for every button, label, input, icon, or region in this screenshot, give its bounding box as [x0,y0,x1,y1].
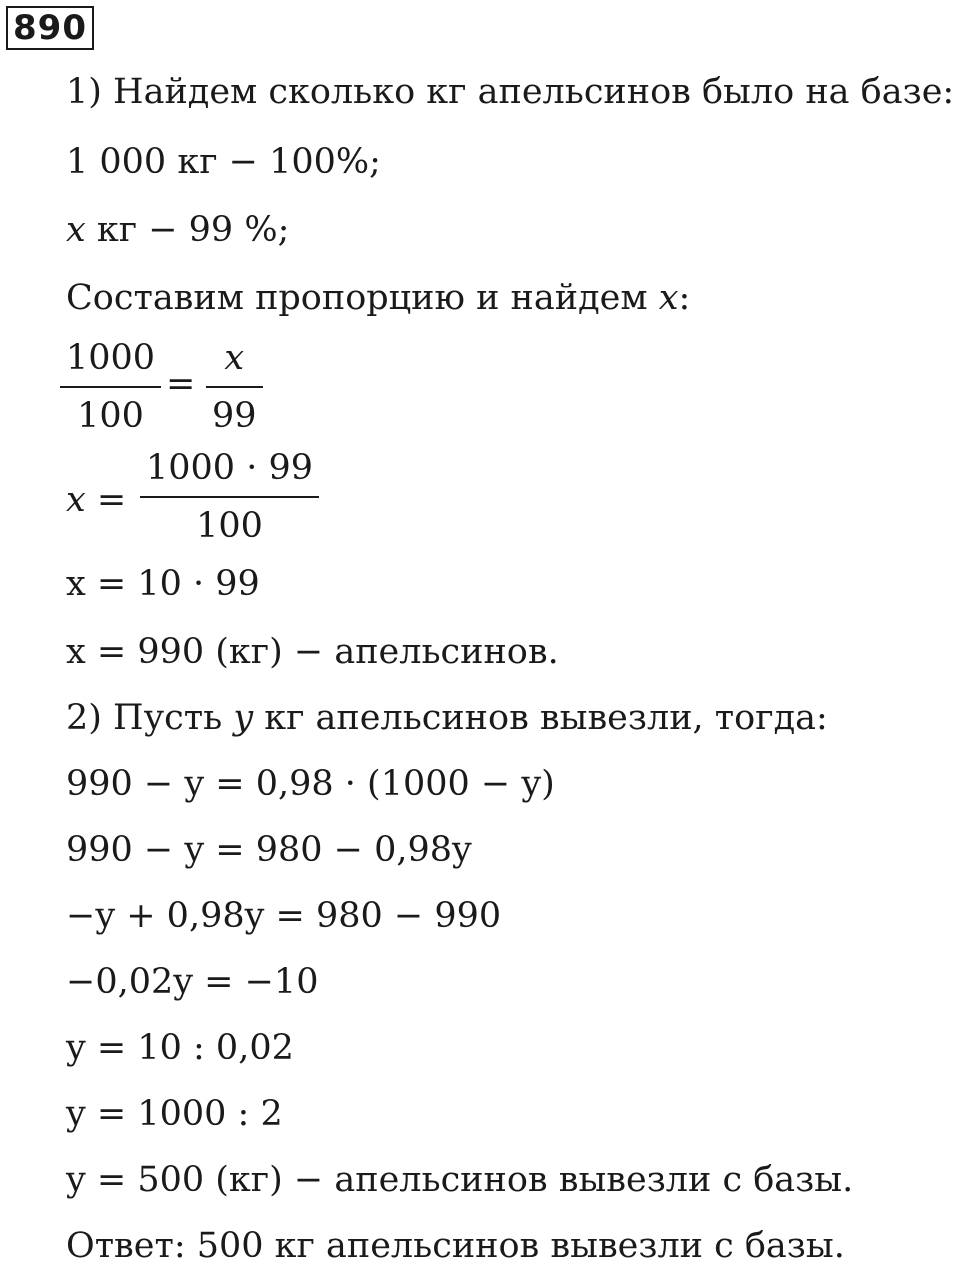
solve-fraction-denominator: 100 [196,506,263,546]
equation-line-4: −0,02y = −10 [66,962,319,1002]
given-line-1: 1 000 кг − 100%; [66,142,381,182]
solve-fraction-numerator: 1000 · 99 [146,448,313,488]
step-2-prefix: 2) Пусть [66,698,234,738]
calc-line-2: x = 990 (кг) − апельсинов. [66,632,559,672]
equation-line-6: y = 1000 : 2 [66,1094,283,1134]
step-1-heading: 1) Найдем сколько кг апельсинов было на базе: [66,72,955,112]
variable-x: x [658,278,679,318]
fraction-left-numerator: 1000 [66,338,156,378]
calc-line-1: x = 10 · 99 [66,564,260,604]
given-line-2 [66,208,289,252]
equation-line-5: y = 10 : 0,02 [66,1028,294,1068]
equation-line-3: −y + 0,98y = 980 − 990 [66,896,502,936]
fraction-left-denominator: 100 [77,396,144,436]
fraction-left [60,336,161,438]
proportion-intro-colon: : [678,278,691,318]
step-2-suffix: кг апельсинов вывезли, тогда: [253,698,828,738]
fraction-bar [60,386,161,388]
equation-line-1: 990 − y = 0,98 · (1000 − y) [66,764,555,804]
given-line-2-text: кг − 99 %; [85,210,290,250]
fraction-right-numerator: x [224,338,245,378]
solve-fraction [140,446,319,548]
problem-number-badge: 890 [6,6,94,50]
equation-line-2: 990 − y = 980 − 0,98y [66,830,472,870]
solve-lhs: x = [66,480,127,520]
proportion-intro [66,276,690,320]
equals-sign: = [166,364,196,404]
proportion-intro-text: Составим пропорцию и найдем [66,278,659,318]
fraction-right [206,336,263,438]
fraction-bar [140,496,319,498]
variable-x: x [66,210,86,250]
fraction-bar [206,386,263,388]
equation-line-7: y = 500 (кг) − апельсинов вывезли с базы. [66,1160,854,1200]
variable-y: y [233,698,254,738]
answer-line: Ответ: 500 кг апельсинов вывезли с базы. [66,1226,845,1266]
step-2-heading [66,696,828,740]
fraction-right-denominator: 99 [212,396,257,436]
